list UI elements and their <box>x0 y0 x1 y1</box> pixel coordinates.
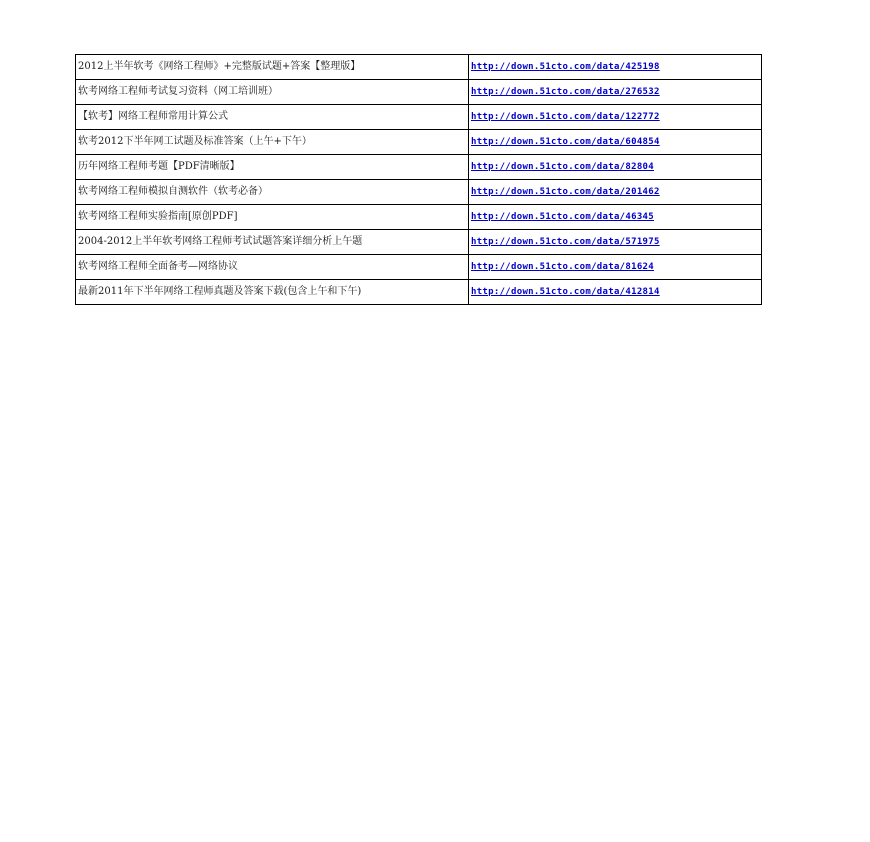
table-row <box>76 130 762 155</box>
resource-link[interactable]: http://down.51cto.com/data/81624 <box>471 262 654 272</box>
resource-title: 最新2011年下半年网络工程师真题及答案下载(包含上午和下午) <box>76 280 469 305</box>
resource-link[interactable]: http://down.51cto.com/data/425198 <box>471 62 660 72</box>
resource-link-cell <box>469 230 762 255</box>
table-row <box>76 155 762 180</box>
resource-link-cell <box>469 130 762 155</box>
resource-link-cell <box>469 255 762 280</box>
resource-title: 2012上半年软考《网络工程师》+完整版试题+答案【整理版】 <box>76 55 469 80</box>
resource-link-cell <box>469 105 762 130</box>
table-row <box>76 280 762 305</box>
resource-link-cell <box>469 80 762 105</box>
resource-link-cell <box>469 280 762 305</box>
resource-link-cell <box>469 180 762 205</box>
table-row <box>76 205 762 230</box>
resource-title: 软考2012下半年网工试题及标准答案（上午+下午） <box>76 130 469 155</box>
resource-link-table <box>75 54 762 305</box>
resource-title: 历年网络工程师考题【PDF清晰版】 <box>76 155 469 180</box>
table-row <box>76 180 762 205</box>
table-row <box>76 80 762 105</box>
resource-link[interactable]: http://down.51cto.com/data/604854 <box>471 137 660 147</box>
resource-link[interactable]: http://down.51cto.com/data/46345 <box>471 212 654 222</box>
table-row <box>76 55 762 80</box>
resource-link-cell <box>469 55 762 80</box>
resource-link-cell <box>469 205 762 230</box>
resource-title: 【软考】网络工程师常用计算公式 <box>76 105 469 130</box>
resource-link[interactable]: http://down.51cto.com/data/276532 <box>471 87 660 97</box>
resource-title: 软考网络工程师考试复习资料（网工培训班） <box>76 80 469 105</box>
resource-link[interactable]: http://down.51cto.com/data/122772 <box>471 112 660 122</box>
table-row <box>76 230 762 255</box>
resource-title: 2004-2012上半年软考网络工程师考试试题答案详细分析上午题 <box>76 230 469 255</box>
resource-link[interactable]: http://down.51cto.com/data/201462 <box>471 187 660 197</box>
table-row <box>76 105 762 130</box>
resource-link-cell <box>469 155 762 180</box>
resource-title: 软考网络工程师实验指南[原创PDF] <box>76 205 469 230</box>
table-row <box>76 255 762 280</box>
resource-link[interactable]: http://down.51cto.com/data/82804 <box>471 162 654 172</box>
resource-title: 软考网络工程师全面备考—网络协议 <box>76 255 469 280</box>
resource-title: 软考网络工程师模拟自测软件（软考必备） <box>76 180 469 205</box>
resource-link[interactable]: http://down.51cto.com/data/412814 <box>471 287 660 297</box>
resource-link[interactable]: http://down.51cto.com/data/571975 <box>471 237 660 247</box>
